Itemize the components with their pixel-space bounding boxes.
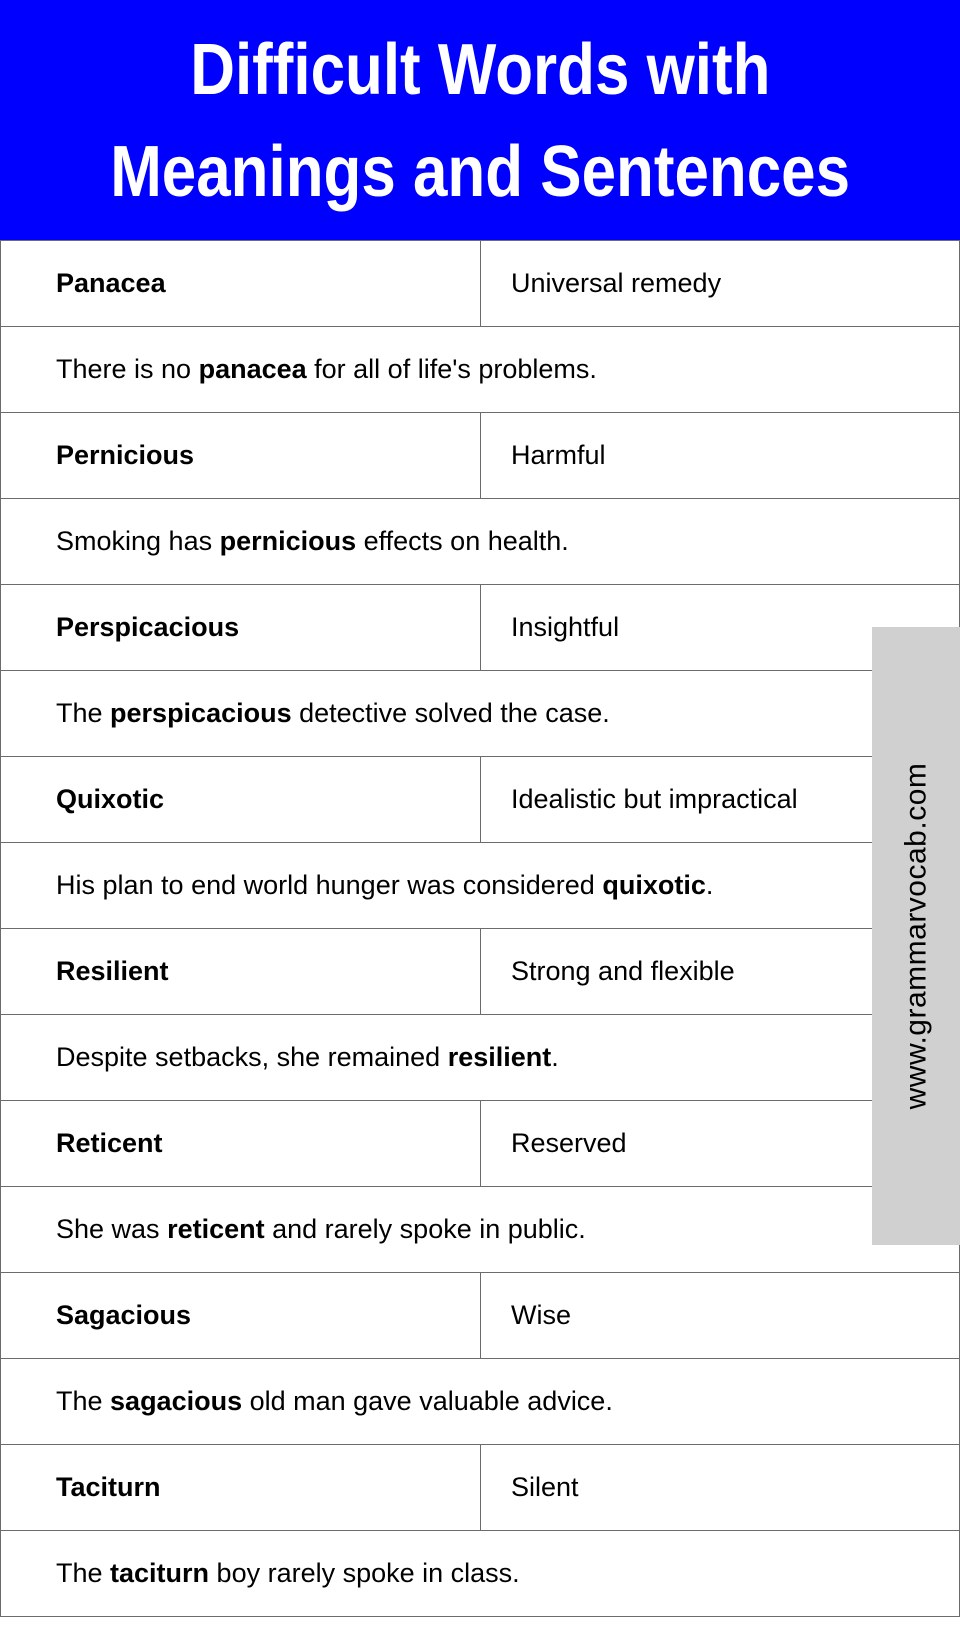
sentence-text: Smoking has <box>56 526 220 556</box>
word-cell: Taciturn <box>1 1445 481 1530</box>
sentence-cell <box>1 1015 959 1100</box>
sentence-text: His plan to end world hunger was considered <box>56 870 603 900</box>
sentence-cell <box>1 1359 959 1444</box>
sentence-keyword: perspicacious <box>110 698 292 728</box>
sentence-row <box>0 671 960 757</box>
title-line-1: Difficult Words with <box>189 29 771 110</box>
title-banner <box>0 0 960 241</box>
meaning-cell: Wise <box>511 1300 571 1330</box>
sentence-keyword: panacea <box>198 354 307 384</box>
sentence-keyword: quixotic <box>602 870 706 900</box>
word-cell: Quixotic <box>1 757 481 842</box>
sentence-text: detective solved the case. <box>291 698 610 728</box>
word-row <box>0 929 960 1015</box>
word-cell: Sagacious <box>1 1273 481 1358</box>
sentence-text: There is no <box>56 354 199 384</box>
word-cell: Pernicious <box>1 413 481 498</box>
meaning-cell: Harmful <box>511 440 606 470</box>
sentence-cell <box>1 1187 959 1272</box>
vocabulary-table <box>0 240 960 1617</box>
sentence-keyword: pernicious <box>219 526 357 556</box>
word-row <box>0 1101 960 1187</box>
sentence-row <box>0 1531 960 1617</box>
word-row <box>0 757 960 843</box>
sentence-text: She was <box>56 1214 168 1244</box>
word-cell: Reticent <box>1 1101 481 1186</box>
sentence-text: The <box>56 698 111 728</box>
sentence-text: boy rarely spoke in class. <box>209 1558 520 1588</box>
sentence-cell <box>1 843 959 928</box>
sentence-row <box>0 1015 960 1101</box>
meaning-cell: Silent <box>511 1472 579 1502</box>
sentence-keyword: resilient <box>447 1042 552 1072</box>
word-cell: Perspicacious <box>1 585 481 670</box>
sentence-row <box>0 327 960 413</box>
word-row <box>0 585 960 671</box>
meaning-cell: Strong and flexible <box>511 956 735 986</box>
word-cell: Panacea <box>1 241 481 326</box>
word-row <box>0 1273 960 1359</box>
meaning-cell: Reserved <box>511 1128 627 1158</box>
meaning-cell: Idealistic but impractical <box>511 784 798 814</box>
word-cell: Resilient <box>1 929 481 1014</box>
sentence-cell <box>1 499 959 584</box>
sentence-row <box>0 1359 960 1445</box>
sentence-text: and rarely spoke in public. <box>264 1214 586 1244</box>
sentence-text: The <box>56 1558 111 1588</box>
sentence-keyword: reticent <box>167 1214 265 1244</box>
sentence-text: The <box>56 1386 111 1416</box>
meaning-cell: Insightful <box>511 612 620 642</box>
watermark-panel <box>872 627 960 1245</box>
sentence-cell <box>1 671 959 756</box>
sentence-text: . <box>551 1042 559 1072</box>
sentence-keyword: taciturn <box>110 1558 210 1588</box>
sentence-row <box>0 1187 960 1273</box>
sentence-row <box>0 499 960 585</box>
sentence-keyword: sagacious <box>110 1386 243 1416</box>
meaning-cell: Universal remedy <box>511 268 722 298</box>
sentence-text: Despite setbacks, she remained <box>56 1042 448 1072</box>
sentence-text: for all of life's problems. <box>306 354 597 384</box>
sentence-text: . <box>705 870 714 900</box>
word-row <box>0 241 960 327</box>
watermark-url: www.grammarvocab.com <box>899 762 933 1110</box>
sentence-text: old man gave valuable advice. <box>242 1386 613 1416</box>
title-line-2: Meanings and Sentences <box>110 131 850 212</box>
sentence-cell <box>1 327 959 412</box>
word-row <box>0 413 960 499</box>
sentence-text: effects on health. <box>356 526 569 556</box>
sentence-cell <box>1 1531 959 1616</box>
word-row <box>0 1445 960 1531</box>
sentence-row <box>0 843 960 929</box>
